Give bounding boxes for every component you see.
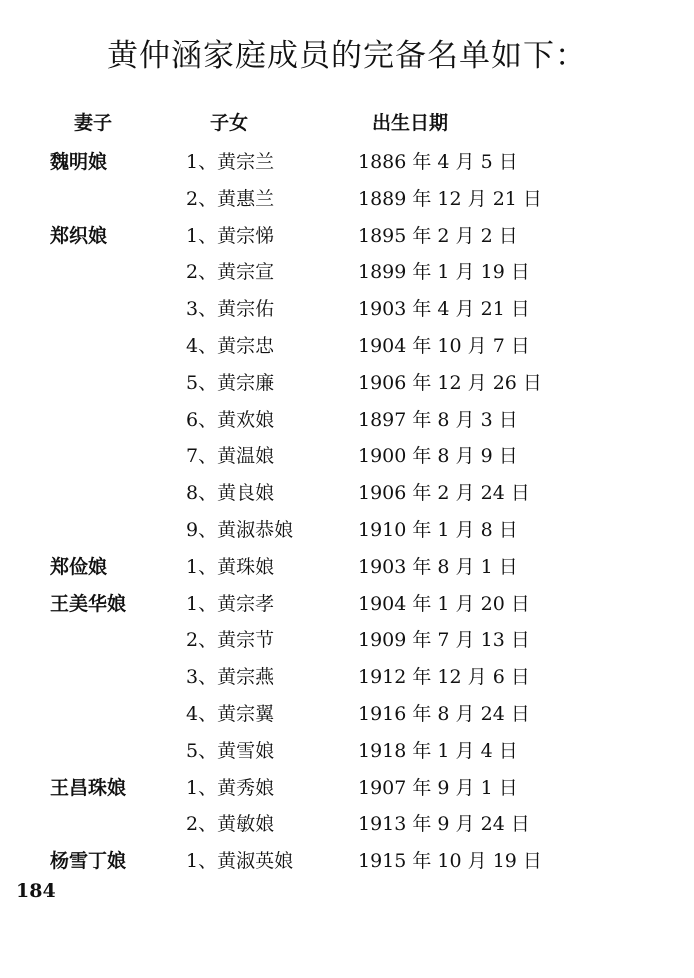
child-name: 2、黄惠兰 [186, 187, 275, 210]
birth-date: 1918 年 1 月 4 日 [358, 739, 518, 762]
wife-name: 魏明娘 [50, 151, 108, 173]
table-header [0, 108, 694, 138]
table-row [0, 695, 694, 732]
birth-date: 1910 年 1 月 8 日 [358, 518, 518, 541]
birth-date: 1903 年 4 月 21 日 [358, 298, 530, 321]
table-row [0, 253, 694, 290]
table-row [0, 217, 694, 254]
wife-name: 郑俭娘 [50, 555, 108, 578]
table-row [0, 437, 694, 474]
birth-date: 1912 年 12 月 6 日 [358, 666, 530, 689]
birth-date: 1904 年 1 月 20 日 [358, 592, 530, 615]
table-row [0, 364, 694, 401]
wife-name: 郑织娘 [50, 224, 108, 247]
birth-date: 1904 年 10 月 7 日 [358, 334, 530, 357]
wife-name: 杨雪丁娘 [50, 850, 127, 873]
birth-date: 1900 年 8 月 9 日 [358, 445, 518, 468]
table-row [0, 474, 694, 511]
table-row [0, 327, 694, 364]
child-name: 4、黄宗翼 [186, 702, 275, 725]
birth-date: 1915 年 10 月 19 日 [358, 850, 542, 873]
table-row [0, 548, 694, 585]
table-row [0, 290, 694, 327]
birth-date: 1899 年 1 月 19 日 [358, 261, 530, 284]
table-row [0, 180, 694, 217]
child-name: 2、黄敏娘 [186, 813, 275, 836]
birth-date: 1916 年 8 月 24 日 [358, 702, 530, 725]
header-birth-date: 出生日期 [372, 112, 449, 134]
birth-date: 1903 年 8 月 1 日 [358, 555, 518, 578]
child-name: 2、黄宗节 [186, 629, 275, 652]
page-number: 184 [16, 880, 56, 902]
table-row [0, 769, 694, 806]
page-title: 黄仲涵家庭成员的完备名单如下： [107, 38, 587, 74]
birth-date: 1907 年 9 月 1 日 [358, 776, 518, 799]
child-name: 1、黄宗孝 [186, 592, 275, 615]
child-name: 1、黄宗悌 [186, 224, 275, 247]
birth-date: 1913 年 9 月 24 日 [358, 813, 530, 836]
table-row [0, 143, 694, 180]
birth-date: 1909 年 7 月 13 日 [358, 629, 530, 652]
child-name: 4、黄宗忠 [186, 334, 275, 357]
table-row [0, 805, 694, 842]
wife-name: 王美华娘 [50, 592, 127, 615]
family-table [0, 143, 694, 879]
child-name: 6、黄欢娘 [186, 408, 275, 431]
child-name: 5、黄雪娘 [186, 739, 275, 762]
table-row [0, 585, 694, 622]
table-row [0, 658, 694, 695]
birth-date: 1897 年 8 月 3 日 [358, 408, 518, 431]
child-name: 1、黄宗兰 [186, 151, 275, 173]
header-wife: 妻子 [74, 112, 113, 134]
header-children: 子女 [210, 112, 249, 134]
table-row [0, 401, 694, 438]
child-name: 1、黄淑英娘 [186, 850, 294, 873]
child-name: 9、黄淑恭娘 [186, 518, 294, 541]
table-row [0, 621, 694, 658]
child-name: 2、黄宗宣 [186, 261, 275, 284]
child-name: 1、黄秀娘 [186, 776, 275, 799]
child-name: 3、黄宗燕 [186, 666, 275, 689]
child-name: 7、黄温娘 [186, 445, 275, 468]
table-row [0, 511, 694, 548]
child-name: 3、黄宗佑 [186, 298, 275, 321]
wife-name: 王昌珠娘 [50, 776, 127, 799]
birth-date: 1886 年 4 月 5 日 [358, 151, 518, 173]
child-name: 5、黄宗廉 [186, 371, 275, 394]
birth-date: 1895 年 2 月 2 日 [358, 224, 518, 247]
child-name: 1、黄珠娘 [186, 555, 275, 578]
child-name: 8、黄良娘 [186, 482, 275, 505]
birth-date: 1889 年 12 月 21 日 [358, 187, 542, 210]
birth-date: 1906 年 2 月 24 日 [358, 482, 530, 505]
table-row [0, 842, 694, 879]
birth-date: 1906 年 12 月 26 日 [358, 371, 542, 394]
table-row [0, 732, 694, 769]
